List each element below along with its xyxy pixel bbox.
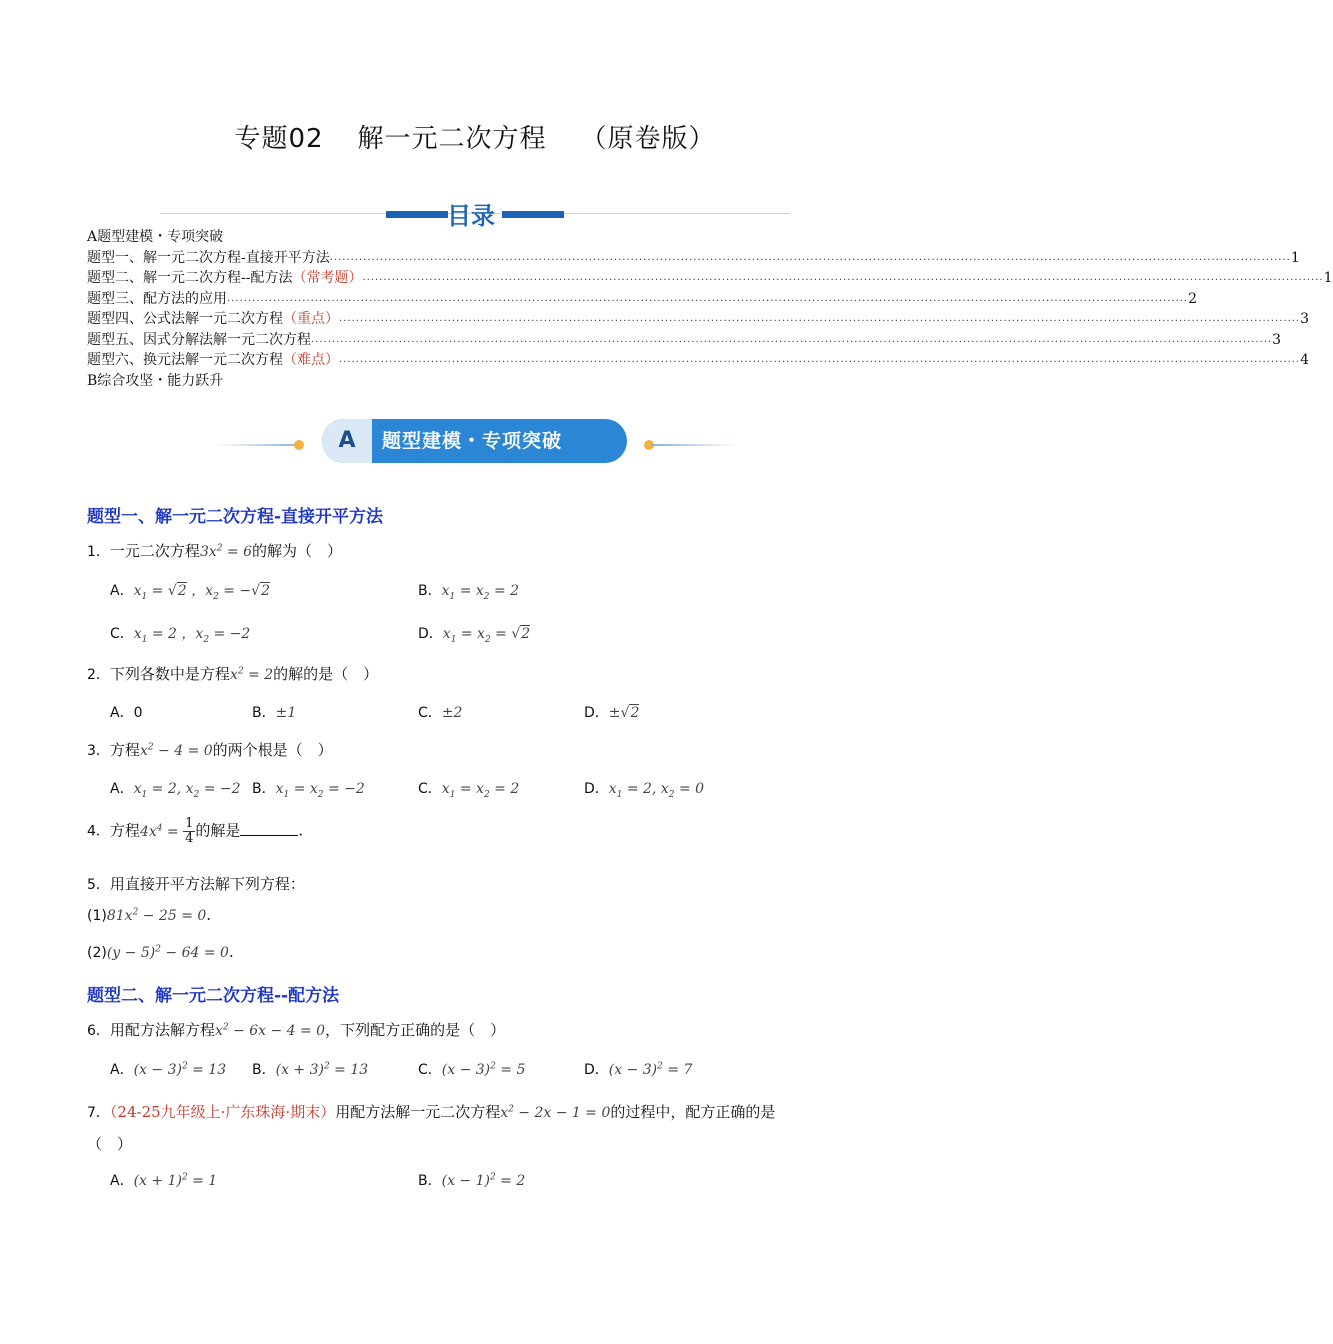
question-7: 7．（24-25九年级上·广东珠海·期末）用配方法解一元二次方程$x^2 - 2x - 1 = 0$的过程中，配方正确的是	[87, 1103, 776, 1121]
option-c[interactable]: C．$x_1 = x_2 = 2$	[418, 781, 520, 800]
banner-text: 题型建模・专项突破	[382, 430, 563, 452]
banner-line-right	[652, 444, 737, 446]
toc-part-a[interactable]: A题型建模・专项突破	[87, 229, 224, 245]
option-d[interactable]: D．$x_1 = 2$, $x_2 = 0$	[584, 781, 705, 800]
option-c[interactable]: C．±2	[418, 705, 463, 721]
toc-heading: 目录	[447, 202, 495, 230]
option-b[interactable]: B．$x_1 = x_2 = -2$	[252, 781, 365, 800]
toc-bar-right	[502, 211, 564, 218]
option-d[interactable]: D．$(x - 3)^2 = 7$	[584, 1061, 693, 1078]
question-3: 3．方程$x^2 - 4 = 0$的两个根是（ ）	[87, 741, 333, 759]
question-2: 2．下列各数中是方程$x^2 = 2$的解的是（ ）	[87, 665, 379, 683]
toc-item[interactable]: 题型四、公式法解一元二次方程 （重点） ...................................................................................................................................................................................................................................... 3	[87, 311, 1310, 327]
table-of-contents	[87, 227, 1333, 391]
section-heading: 题型一、解一元二次方程-直接开平方法	[87, 507, 384, 527]
option-a[interactable]: A．$(x - 3)^2 = 13$	[110, 1061, 227, 1078]
option-d[interactable]: D．±√2	[584, 705, 640, 721]
question-4: 4．方程$4x^4$ = $\frac{1}{4}$ 的解是 .	[87, 816, 304, 846]
question-source: （24-25九年级上·广东珠海·期末）	[109, 1103, 336, 1121]
option-a[interactable]: A．$(x + 1)^2 = 1$	[110, 1172, 218, 1189]
toc-item[interactable]: 题型五、因式分解法解一元二次方程 ...................................................................................................................................................................................................................................... 3	[87, 331, 1282, 348]
option-b[interactable]: B．±1	[252, 705, 297, 721]
option-a[interactable]: A．$x_1 = √2$ ，$x_2 = -√2$	[110, 583, 271, 602]
option-d[interactable]: D．$x_1 = x_2 = √2$	[418, 626, 531, 645]
section-banner	[322, 419, 627, 463]
option-a[interactable]: A．0	[110, 705, 143, 721]
toc-part-b[interactable]: B综合攻坚・能力跃升	[87, 372, 224, 389]
toc-bar-left	[386, 211, 448, 218]
option-b[interactable]: B．$(x - 1)^2 = 2$	[418, 1172, 526, 1189]
page-title: 专题02 解一元二次方程 （原卷版）	[234, 124, 716, 154]
option-b[interactable]: B．$(x + 3)^2 = 13$	[252, 1061, 369, 1078]
option-c[interactable]: C．$x_1 = 2$ ，$x_2 = -2$	[110, 626, 251, 645]
toc-item[interactable]: 题型三、配方法的应用 ...................................................................................................................................................................................................................................... 2	[87, 290, 1198, 307]
question-7-paren: （ ）	[87, 1135, 133, 1153]
question-5-part-1: $(1)81x^2 - 25 = 0$.	[87, 906, 212, 924]
question-1: 1．一元二次方程$3x^2 = 6$的解为（ ）	[87, 542, 343, 560]
section-heading: 题型二、解一元二次方程--配方法	[87, 986, 340, 1006]
option-a[interactable]: A．$x_1 = 2$, $x_2 = -2$	[110, 781, 241, 800]
question-5-part-2: $(2)(y - 5)^2 - 64 = 0$.	[87, 943, 234, 961]
banner-dot-left	[294, 440, 304, 450]
question-5: 5．用直接开平方法解下列方程：	[87, 875, 305, 893]
answer-blank[interactable]	[240, 835, 298, 836]
question-6: 6．用配方法解方程$x^2 - 6x - 4 = 0$，下列配方正确的是（ ）	[87, 1021, 506, 1039]
banner-letter: A	[322, 419, 372, 463]
toc-item[interactable]: 题型六、换元法解一元二次方程 （难点） ...................................................................................................................................................................................................................................... 4	[87, 352, 1310, 368]
toc-item[interactable]: 题型一、解一元二次方程-直接开平方法 ...................................................................................................................................................................................................................................... 1	[87, 249, 1300, 266]
option-c[interactable]: C．$(x - 3)^2 = 5$	[418, 1061, 526, 1078]
option-b[interactable]: B．$x_1 = x_2 = 2$	[418, 583, 520, 602]
banner-line-left	[215, 444, 300, 446]
toc-item[interactable]: 题型二、解一元二次方程--配方法 （常考题） ...................................................................................................................................................................................................................................... 1	[87, 270, 1333, 286]
